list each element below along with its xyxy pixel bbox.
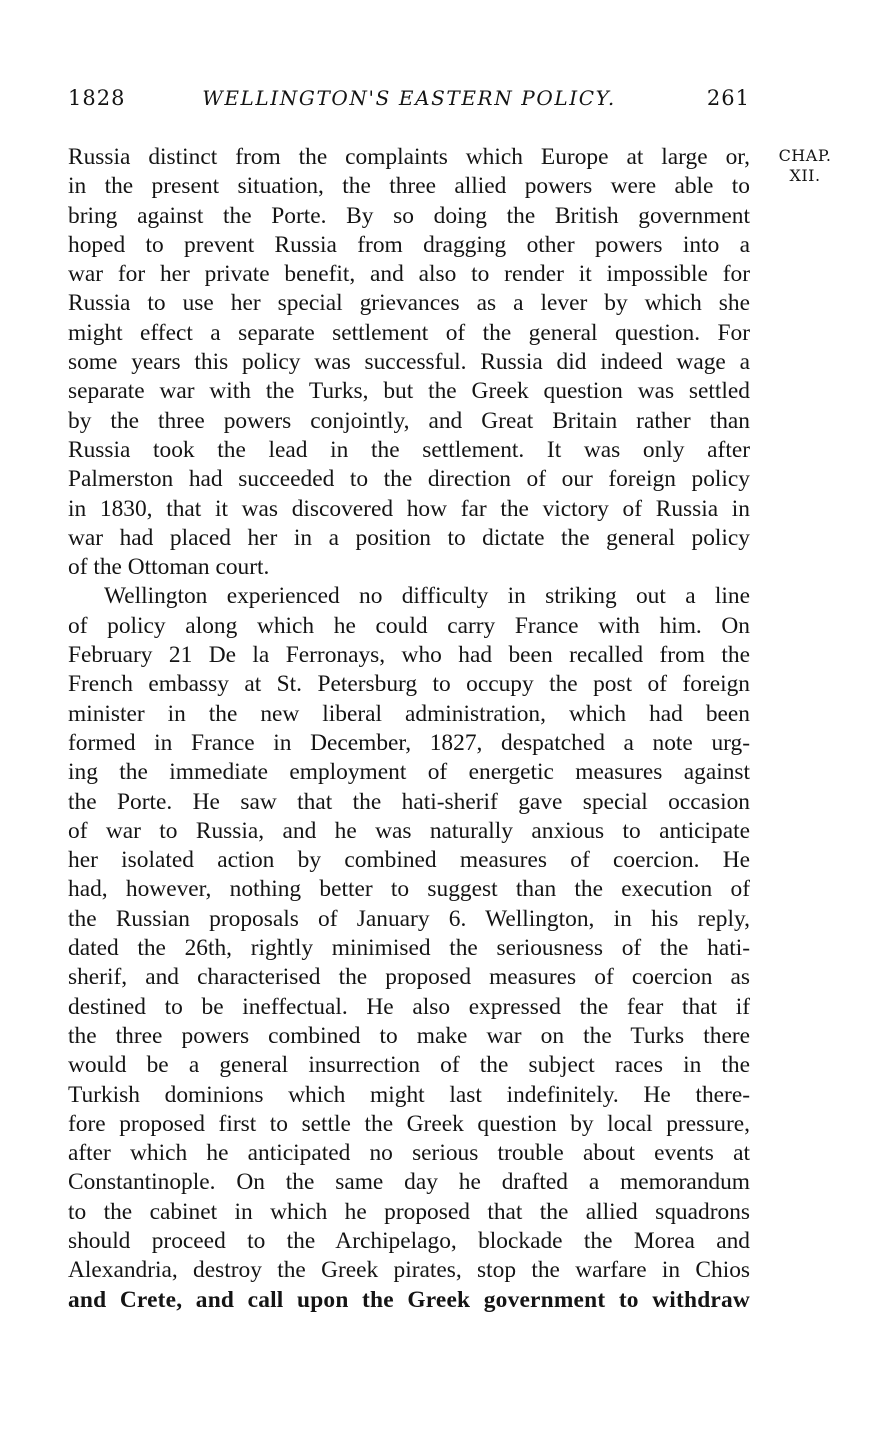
chapter-margin-note [770,146,840,186]
text-line: Russia to use her special grievances as a lever by which she [68,290,750,317]
text-line: fore proposed first to settle the Greek question by local pressure, [68,1110,750,1137]
running-head [68,86,750,120]
text-line: Constantinople. On the same day he drafted a memorandum [68,1169,750,1196]
text-line: some years this policy was successful. Russia did indeed wage a [68,349,750,376]
text-line: Turkish dominions which might last indefinitely. He there- [68,1081,750,1108]
text-line: Alexandria, destroy the Greek pirates, stop the warfare in Chios [68,1257,750,1284]
text-line: of policy along which he could carry France with him. On [68,612,750,639]
text-line: had, however, nothing better to suggest than the execution of [68,876,750,903]
text-line: should proceed to the Archipelago, blockade the Morea and [68,1227,750,1254]
text-line: of the Ottoman court. [68,554,270,581]
text-line: Russia distinct from the complaints which Europe at large or, [68,144,750,170]
text-line: would be a general insurrection of the subject races in the [68,1052,750,1079]
chapter-number: XII. [789,166,821,185]
text-line: Russia took the lead in the settlement. It was only after [68,436,750,463]
text-line: by the three powers conjointly, and Great Britain rather than [68,407,750,434]
text-line: in 1830, that it was discovered how far the victory of Russia in [68,495,750,522]
text-line: after which he anticipated no serious trouble about events at [68,1140,750,1167]
chapter-label: CHAP. [778,146,832,165]
text-line: formed in France in December, 1827, despatched a note urg- [68,729,750,756]
text-line: in the present situation, the three allied powers were able to [68,173,750,200]
text-line: the Porte. He saw that the hati-sherif gave special occasion [68,788,750,815]
text-line: the Russian proposals of January 6. Wellington, in his reply, [68,905,750,932]
text-line: might effect a separate settlement of the general question. For [68,319,750,346]
text-line: to the cabinet in which he proposed that the allied squadrons [68,1198,750,1225]
text-line: and Crete, and call upon the Greek government to withdraw [68,1286,750,1313]
text-line: Palmerston had succeeded to the direction of our foreign policy [68,466,750,493]
body-text [68,143,750,1315]
text-line: dated the 26th, rightly minimised the seriousness of the hati- [68,935,750,962]
text-line: war had placed her in a position to dictate the general policy [68,524,750,551]
page-number: 261 [706,86,750,110]
text-line: separate war with the Turks, but the Greek question was settled [68,378,750,405]
text-line: ing the immediate employment of energetic measures against [68,759,750,786]
text-line: hoped to prevent Russia from dragging other powers into a [68,231,750,258]
text-line: her isolated action by combined measures of coercion. He [68,847,750,874]
text-line: minister in the new liberal administration, which had been [68,700,750,727]
text-line: war for her private benefit, and also to render it impossible for [68,261,750,288]
text-line: French embassy at St. Petersburg to occupy the post of foreign [68,671,750,698]
text-line: of war to Russia, and he was naturally anxious to anticipate [68,817,750,844]
text-line: bring against the Porte. By so doing the British government [68,202,750,229]
running-head-year: 1828 [68,86,126,110]
text-line: the three powers combined to make war on the Turks there [68,1022,750,1049]
running-head-title: WELLINGTON'S EASTERN POLICY. [202,86,616,110]
text-line: February 21 De la Ferronays, who had been recalled from the [68,642,750,669]
text-line: Wellington experienced no difficulty in striking out a line [104,583,750,610]
text-line: sherif, and characterised the proposed measures of coercion as [68,964,750,991]
text-line: destined to be ineffectual. He also expressed the fear that if [68,993,750,1020]
